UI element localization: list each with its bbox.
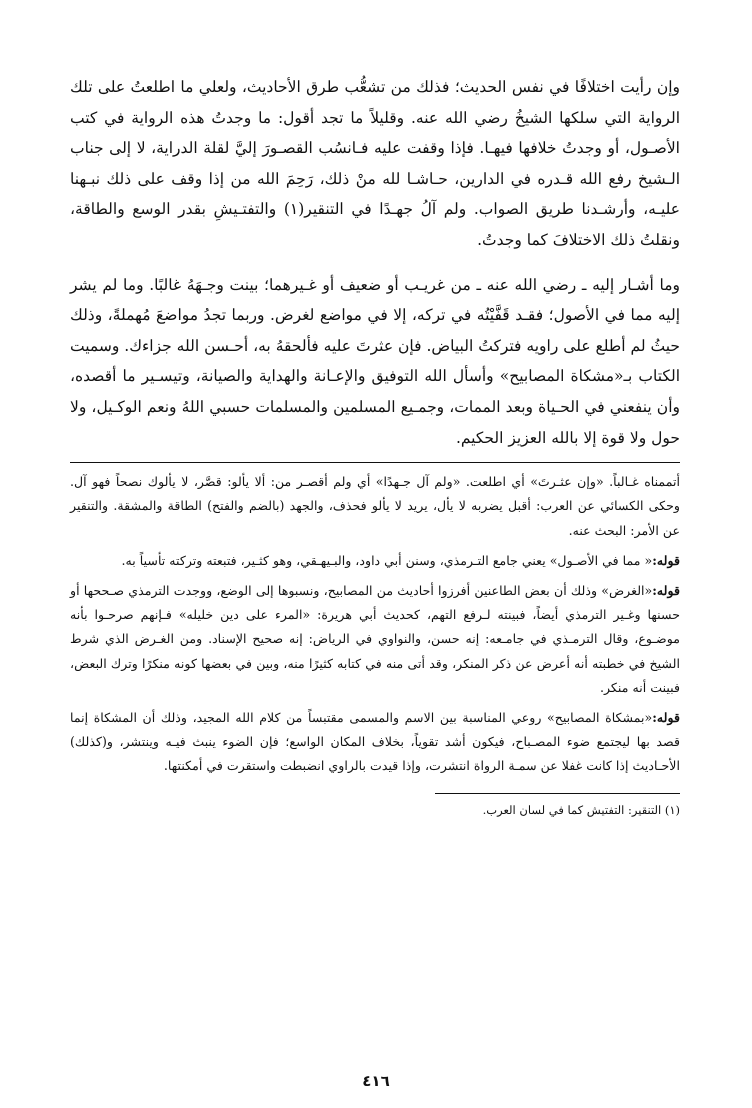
note-3-lead: قوله: <box>652 582 680 598</box>
footnote-rule <box>435 793 680 794</box>
note-4-text: «بمشكاة المصابيح» روعي المناسبة بين الاسم والمسمى مقتبساً من كلام الله المجيد، وذلك أن المشكاة إنما قصد بها ليجتمع ضوء المصـباح، فيكون أشد تقوياً، بخلاف المكان الواسع؛ فإن الضوء ينبث فيـه وينتشر، و(كذلك) الأحـاديث إذا كانت غفلا عن سمـة الرواة انتشرت، وإذا قيدت بالراوي انضبطت واستقرت في أمكنتها. <box>70 709 680 774</box>
page-number: ٤١٦ <box>362 1072 390 1090</box>
note-4 <box>70 706 680 779</box>
footnote: (١) التنقير: التفتيش كما في لسان العرب. <box>482 802 680 817</box>
note-1-text: أتممناه غـالباً. «وإن عثـرتَ» أي اطلعت. «ولم آل جـهدًا» أي ولم أقصـر من: ألا يألو: قصَّر، لا يألوك نصحاً فهو آل. وحكى الكسائي عن العرب: أقبل يضربه لا يأل، يريد لا يألو فحذف، والجهد (بالضم والفتح) الطاقة والمشقة. والتنقير عن الأمر: البحث عنه. <box>70 474 680 538</box>
main-paragraph-1: وإن رأيت اختلافًا في نفس الحديث؛ فذلك من تشعُّب طرق الأحاديث، ولعلي ما اطلعتُ على تلك الرواية التي سلكها الشيخُ رضي الله عنه. وقليلاً ما تجد أقول: ما وجدتُ هذه الرواية في كتب الأصـول، أو وجدتُ خلافها فيهـا. فإذا وقفت عليه فـانسُب القصـورَ إليَّ لقلة الدراية، لا إلى جناب الـشيخ رفع الله قـدره في الدارين، حـاشـا لله منْ ذلك، رَحِمَ الله من إذا وقف على ذلك نبـهنا عليـه، وأرشـدنا طريق الصواب. ولم آلُ جهـدًا في التنقير(١) والتفتـيشِ بقدر الوسع والطاقة، ونقلتُ ذلك الاختلافَ كما وجدتُ. <box>70 78 681 249</box>
note-2-lead: قوله: <box>652 552 680 568</box>
main-paragraph-2: وما أشـار إليه ـ رضي الله عنه ـ من غريـب أو ضعيف أو غـيرهما؛ بينت وجـهَهُ غالبًا. وما لم يشر إليه مما في الأصول؛ فقـد قَفَّيْتُه في تركه، إلا في مواضع لغرض. وربما تجدُ مواضعَ مُهملةً، وذلك حيثُ لم أطلع على راويه فتركتُ البياض. فإن عثرتَ عليه فألحقهُ به، أحـسن الله جزاءك. وسميت الكتاب بـ«مشكاة المصابيح» وأسأل الله التوفيق والإعـانة والهداية والصيانة، وتيسـير ما أقصده، وأن ينفعني في الحـياة وبعد الممات، وجمـيع المسلمين والمسلمات حسبي اللهُ ونعم الوكـيل، ولا حول ولا قوة إلا بالله العزيز الحكيم. <box>70 275 681 447</box>
note-2-text: « مما في الأصـول» يعني جامع التـرمذي، وسنن أبي داود، والبـيهـقي، وهو كثـير، فتبعته وتركته تأسياً به. <box>121 552 653 568</box>
note-3 <box>70 579 680 700</box>
note-2 <box>70 549 680 573</box>
note-4-lead: قوله: <box>652 709 680 725</box>
page-content <box>70 72 680 820</box>
note-1 <box>70 470 680 543</box>
notes-separator-rule <box>70 462 680 463</box>
note-3-text: «الغرض» وذلك أن بعض الطاعنين أفرزوا أحاديث من المصابيح، ونسبوها إلى الوضع، ووجدت الترمذي صـححها أو حسنها وغـير الترمذي أيضاً، فبينته لـرفع التهم، كحديث أبي هريرة: «المرء على دين خليله» فـإنهم صرحـوا بأنه موضـوع، وقال الترمـذي في جامـعه: إنه حسن، والنواوي في الرياض: إنه صحيح الإسناد. ومن الغـرض الذي شرط الشيخ في خطبته أنه أعرض عن ذكر المنكر، وقد أتى منه في كتابه كثيرًا منه، وبين في بعضها كونه منكرًا وترك البعض، فبينت أنه منكر. <box>70 582 680 695</box>
